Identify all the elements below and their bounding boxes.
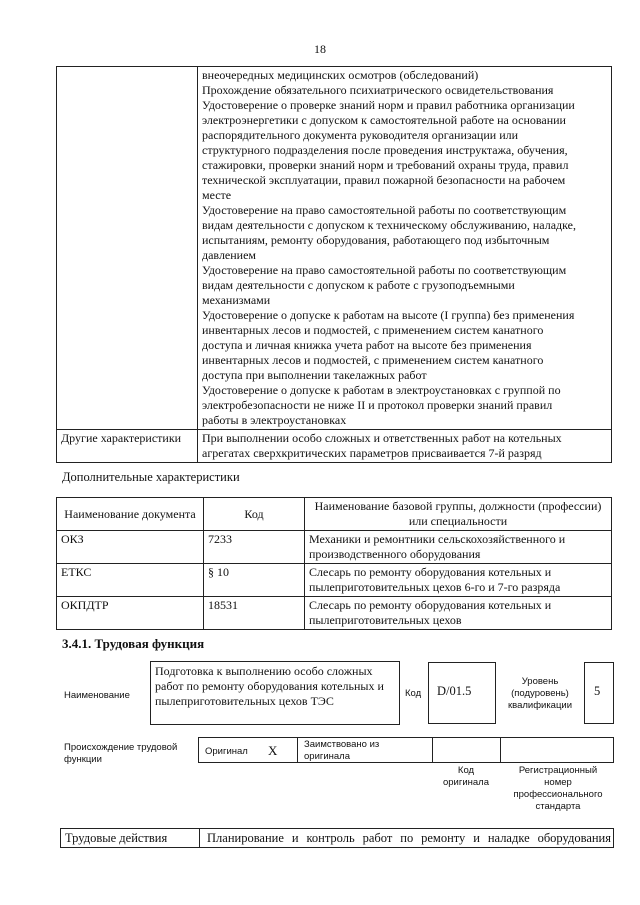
code-label: Код bbox=[405, 688, 422, 699]
level-value: 5 bbox=[594, 684, 601, 698]
labor-actions-label: Трудовые действия bbox=[65, 831, 168, 845]
req-line: электроэнергетики с допуском к самостоятельной работе на основании bbox=[202, 113, 566, 127]
additional-characteristics-table bbox=[56, 497, 612, 630]
other-characteristics-label: Другие характеристики bbox=[57, 430, 198, 463]
req-line: видам деятельности с допуском к работе с грузоподъемными bbox=[202, 278, 515, 292]
req-line: структурного подразделения после проведения инструктажа, обучения, bbox=[202, 143, 568, 157]
labor-actions-row bbox=[60, 828, 614, 848]
code-value: D/01.5 bbox=[437, 684, 472, 698]
cell-code: 18531 bbox=[204, 597, 305, 630]
req-line: инвентарных лесов и подмостей, с применением систем канатного bbox=[202, 323, 544, 337]
level-label: Уровень (подуровень) квалификации bbox=[507, 676, 573, 711]
additional-characteristics-title: Дополнительные характеристики bbox=[62, 470, 240, 484]
origin-divider bbox=[297, 737, 298, 763]
req-line: технической эксплуатации, правил пожарной безопасности на рабочем bbox=[202, 173, 566, 187]
req-line: доступа и личная книжка учета работ на высоте без применения bbox=[202, 338, 532, 352]
origin-divider bbox=[432, 737, 433, 763]
original-code-label: Код оригинала bbox=[442, 765, 489, 788]
req-line: Удостоверение о проверке знаний норм и правил работника организации bbox=[202, 98, 575, 112]
page-number: 18 bbox=[314, 42, 326, 56]
req-line: Удостоверение о допуске к работам на высоте (I группа) без применения bbox=[202, 308, 575, 322]
req-line: внеочередных медицинских осмотров (обследований) bbox=[202, 68, 479, 82]
cell-code: 7233 bbox=[204, 531, 305, 564]
req-line: Удостоверение о допуске к работам в электроустановках с группой по bbox=[202, 383, 561, 397]
original-label: Оригинал bbox=[205, 746, 248, 757]
cell-name: Слесарь по ремонту оборудования котельных и пылеприготовительных цехов 6-го и 7-го разряда bbox=[305, 564, 612, 597]
col-header-code: Код bbox=[204, 498, 305, 531]
requirements-table bbox=[56, 66, 612, 463]
req-line: инвентарных лесов и подмостей, с применением систем канатного bbox=[202, 353, 544, 367]
table-row bbox=[57, 564, 612, 597]
function-name-label: Наименование bbox=[64, 690, 130, 701]
function-name-value: Подготовка к выполнению особо сложных работ по ремонту оборудования котельных и пылеприготовительных цехов ТЭС bbox=[155, 664, 384, 708]
table-row bbox=[57, 531, 612, 564]
borrowed-label: Заимствовано из оригинала bbox=[304, 739, 380, 762]
labor-actions-divider bbox=[199, 829, 200, 847]
other-characteristics-value: При выполнении особо сложных и ответственных работ на котельных агрегатах сверхкритических параметров присваивается 7-й разряд bbox=[198, 430, 612, 463]
req-line: испытаниям, ремонту оборудования, работающего под избыточным bbox=[202, 233, 550, 247]
req-line: месте bbox=[202, 188, 232, 202]
cell-name: Слесарь по ремонту оборудования котельных и пылеприготовительных цехов bbox=[305, 597, 612, 630]
col-header-group-name: Наименование базовой группы, должности (профессии) или специальности bbox=[305, 498, 612, 531]
origin-divider bbox=[500, 737, 501, 763]
req-line: механизмами bbox=[202, 293, 271, 307]
cell-code: § 10 bbox=[204, 564, 305, 597]
cell-doc: ОКПДТР bbox=[57, 597, 204, 630]
table-row bbox=[57, 597, 612, 630]
req-line: Удостоверение на право самостоятельной работы по соответствующим bbox=[202, 263, 567, 277]
req-line: распорядительного документа руководителя организации или bbox=[202, 128, 519, 142]
original-mark: X bbox=[268, 743, 278, 758]
req-line: работы в электроустановках bbox=[202, 413, 347, 427]
req-line: давлением bbox=[202, 248, 257, 262]
req-line: видам деятельности с допуском к техническому обслуживанию, наладке, bbox=[202, 218, 576, 232]
cell-name: Механики и ремонтники сельскохозяйственного и производственного оборудования bbox=[305, 531, 612, 564]
cell-doc: ОКЗ bbox=[57, 531, 204, 564]
origin-label: Происхождение трудовой функции bbox=[64, 742, 178, 765]
cell-doc: ЕТКС bbox=[57, 564, 204, 597]
col-header-document: Наименование документа bbox=[57, 498, 204, 531]
req-line: Прохождение обязательного психиатрического освидетельствования bbox=[202, 83, 554, 97]
registration-number-label: Регистрационный номер профессионального стандарта bbox=[513, 765, 603, 812]
req-line: электробезопасности не ниже II и протокол проверки знаний правил bbox=[202, 398, 553, 412]
function-title: 3.4.1. Трудовая функция bbox=[62, 636, 205, 651]
req-line: стажировки, проверки знаний норм и требований охраны труда, правил bbox=[202, 158, 569, 172]
labor-action-item: Планирование и контроль работ по ремонту и наладке оборудования bbox=[207, 831, 611, 845]
requirements-left-cell bbox=[57, 67, 198, 430]
requirements-right-cell bbox=[198, 67, 612, 430]
req-line: доступа при выполнении такелажных работ bbox=[202, 368, 427, 382]
req-line: Удостоверение на право самостоятельной работы по соответствующим bbox=[202, 203, 567, 217]
